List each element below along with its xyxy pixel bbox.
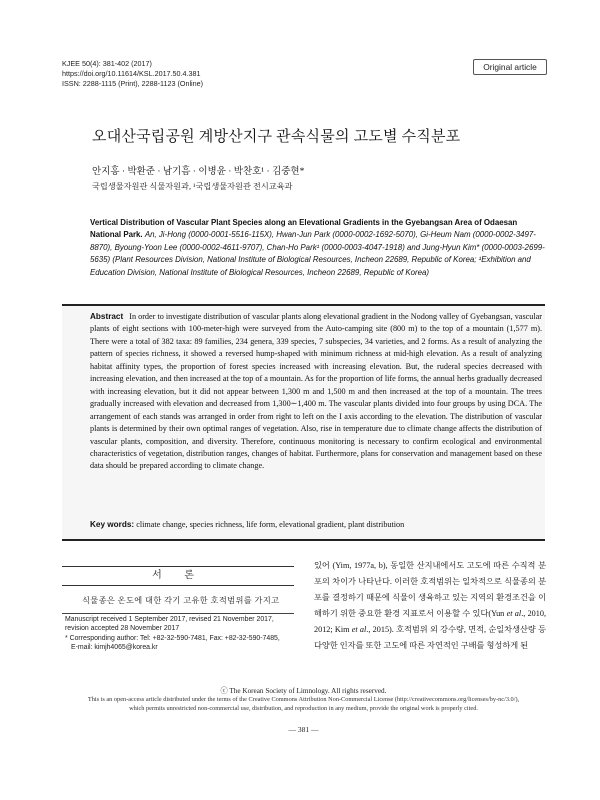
korean-authors: 안지홍 · 박환준 · 남기흠 · 이병윤 · 박찬호¹ · 김중현* bbox=[92, 167, 305, 177]
korean-title: 오대산국립공원 계방산지구 관속식물의 고도별 수직분포 bbox=[92, 129, 461, 145]
copyright-line: ⓒ The Korean Society of Limnology. All rights reserved. bbox=[220, 687, 387, 695]
english-header-block bbox=[90, 217, 545, 279]
issn-line: ISSN: 2288-1115 (Print), 2288-1123 (Online) bbox=[62, 79, 204, 88]
article-type-badge: Original article bbox=[473, 59, 547, 75]
citation-1b: ., 2010, 2012; Kim bbox=[314, 609, 547, 635]
citation-1c: ., 2015). bbox=[366, 625, 394, 635]
right-column-body bbox=[314, 558, 546, 655]
manuscript-footnote bbox=[65, 615, 297, 652]
journal-meta bbox=[62, 59, 203, 89]
keywords bbox=[90, 520, 542, 529]
footnote-divider bbox=[62, 613, 294, 614]
footnote-email[interactable]: E-mail: kimjh4065@korea.kr bbox=[71, 643, 158, 651]
keywords-label: Key words: bbox=[90, 520, 135, 529]
korean-affiliation: 국립생물자원관 식물자원과, ¹국립생물자원관 전시교육과 bbox=[92, 182, 293, 191]
english-affiliation: (Plant Resources Division, National Institute of Biological Resources, Incheon 22689, Republic of Korea; ¹Exhibition and Education Division, National Institute of Biological Resources, Incheon 22689, Republic of Korea) bbox=[90, 255, 531, 277]
body-paragraph-2: 호적범위 외 강수량, 면적, 순일차생산량 등 다양한 인자를 또한 고도에 따른 자연적인 구배를 형성하게 된 bbox=[314, 625, 546, 651]
body-paragraph-1: 있어 (Yim, 1977a, b), 동일한 산지내에서도 고도에 따른 수직적 분포의 차이가 나타난다. 이러한 호적범위는 일차적으로 식물종의 분포를 결정하기 때문에 식물이 생육하고 있는 지역의 환경조건을 이해하기 위한 중요한 환경 지표로서 이용할 수 있다 bbox=[314, 561, 546, 619]
abstract-text: In order to investigate distribution of vascular plants along elevational gradient in the Nodong valley of Gyebangsan, vascular plants of eight sections with 100-meter-high were surveyed from the Auto-camping site (800 m) to the top of a mountain (1,577 m). There were a total of 382 taxa: 89 families, 234 genera, 339 species, 7 subspecies, 34 varieties, and 2 forms. As a result of analyzing the pattern of species richness, it showed a reversed hump-shaped with minimum richness at mid-high elevation. As a result of analyzing habitat affinity types, the proportion of forest species increased with increasing elevation. But, the ruderal species decreased with increasing elevation, and then increased at the top of a mountain. As for the proportion of life forms, the annual herbs gradually decreased with increasing elevation, but it did not appear between 1,300 m and 1,500 m and then increased at the top of a mountain. The trees gradually increased with elevation and decreased from 1,300∼1,400 m. The vascular plants divided into four groups by using DCA. The arrangement of each stands was arranged in order from right to left on the I axis according to the elevation. The distribution of vascular plants is determined by their own optimal ranges of vegetation. Also, rise in temperature due to climate change affects the distribution of vascular plants, composition, and diversity. Therefore, continuous monitoring is necessary to confirm ecological and environmental characteristics of vegetation, distribution ranges, changes of habitat. Furthermore, plans for conservation and management based on these data should be prepared according to climate change. bbox=[90, 312, 542, 471]
abstract-label: Abstract bbox=[90, 312, 124, 321]
license-line-2: which permits unrestricted non-commercial use, distribution, and reproduction in any medium, provide the original work is properly cited. bbox=[129, 704, 478, 712]
footnote-corresponding: * Corresponding author: Tel: +82-32-590-7481, Fax: +82-32-590-7485, bbox=[65, 634, 280, 642]
section-heading-introduction: 서 론 bbox=[62, 566, 294, 586]
footnote-accepted: revision accepted 28 November 2017 bbox=[65, 625, 180, 633]
footnote-received: Manuscript received 1 September 2017, revised 21 November 2017, bbox=[65, 616, 274, 623]
license-text bbox=[62, 696, 545, 713]
english-authors: An, Ji-Hong (0000-0001-5516-115X), Hwan-Jun Park (0000-0002-1692-5070), Gi-Heum Nam (0000-0002-3497-8870), Byoung-Yoon Lee (0000-0002-4611-9707), Chan-Ho Park¹ (0000-0003-4047-1918) and Jung-Hyun Kim* (0000-0003-2699-5635) bbox=[90, 230, 545, 265]
citation-etal-1: et al bbox=[506, 609, 522, 619]
license-line-1: This is an open-access article distributed under the terms of the Creative Commons Attribution Non-Commercial License (http://creativecommons.org/licenses/by-nc/3.0/), bbox=[87, 696, 520, 703]
english-title: Vertical Distribution of Vascular Plant Species along an Elevational Gradients in the Gyebangsan Area of Odaesan National Park. bbox=[90, 218, 518, 240]
intro-first-line: 식물종은 온도에 대한 각기 고유한 호적범위를 가지고 bbox=[82, 596, 280, 605]
abstract bbox=[90, 311, 542, 473]
keywords-text: climate change, species richness, life form, elevational gradient, plant distribution bbox=[136, 520, 405, 529]
citation-etal-2: et al bbox=[351, 625, 367, 635]
page-number: — 381 — bbox=[288, 725, 319, 734]
citation-1a: (Yun bbox=[488, 609, 507, 619]
journal-line: KJEE 50(4): 381-402 (2017) bbox=[62, 59, 152, 68]
doi-link[interactable]: https://doi.org/10.11614/KSL.2017.50.4.381 bbox=[62, 69, 201, 78]
